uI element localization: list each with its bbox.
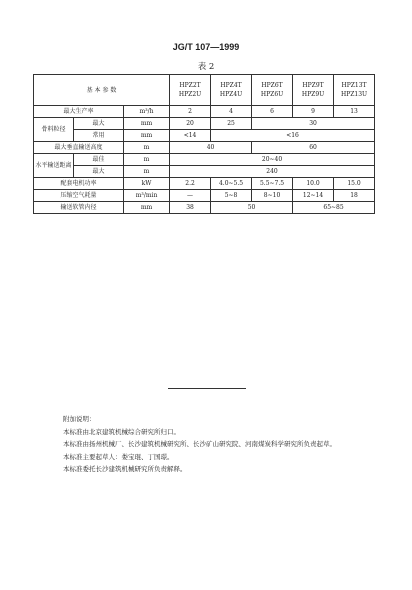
value-cell: 12~14 [293, 190, 334, 202]
table-row [34, 190, 375, 202]
unit-cell: mm [124, 202, 170, 214]
table-caption: 表 2 [197, 62, 215, 72]
parameter-table [33, 74, 375, 214]
table-row [34, 202, 375, 214]
row-label: 压缩空气耗量 [34, 190, 124, 202]
additional-notes [63, 413, 393, 476]
value-cell: 4 [211, 106, 252, 118]
value-cell: 20~40 [170, 154, 375, 166]
row-label: 输送软管内径 [34, 202, 124, 214]
table-row [34, 166, 375, 178]
notes-line: 本标准由北京建筑机械综合研究所归口。 [63, 427, 180, 436]
row-label: 配套电机功率 [34, 178, 124, 190]
section-divider [168, 388, 246, 389]
row-label: 最大生产率 [34, 106, 124, 118]
value-cell: <16 [211, 130, 375, 142]
value-cell: 4.0~5.5 [211, 178, 252, 190]
notes-line: 本标准由扬州机械厂、长沙建筑机械研究所、长沙矿山研究院、河南煤炭科学研究所负责起草。 [63, 440, 336, 448]
model-header: HPZ13T HPZ13U [334, 75, 375, 106]
unit-cell: m [124, 142, 170, 154]
notes-line: 本标准委托长沙建筑机械研究所负责解释。 [63, 465, 187, 473]
param-header: 基 本 参 数 [34, 75, 170, 106]
model-header: HPZ4T HPZ4U [211, 75, 252, 106]
unit-cell: mm [124, 130, 170, 142]
notes-title: 附加说明： [63, 415, 96, 423]
value-cell: — [170, 190, 211, 202]
model-header: HPZ2T HPZ2U [170, 75, 211, 106]
unit-cell: m [124, 166, 170, 178]
value-cell: 60 [252, 142, 375, 154]
row-group-label: 水平输送距离 [34, 154, 74, 178]
model-header: HPZ6T HPZ6U [252, 75, 293, 106]
unit-cell: mm [124, 118, 170, 130]
table-row [34, 118, 375, 130]
table-row [34, 142, 375, 154]
value-cell: 5.5~7.5 [252, 178, 293, 190]
value-cell: 6 [252, 106, 293, 118]
value-cell: 2 [170, 106, 211, 118]
value-cell: 30 [252, 118, 375, 130]
value-cell: 20 [170, 118, 211, 130]
row-group-label: 骨料粒径 [34, 118, 74, 142]
unit-cell: m [124, 154, 170, 166]
table-row [34, 130, 375, 142]
model-header: HPZ9T HPZ9U [293, 75, 334, 106]
standard-code-header: JG/T 107—1999 [172, 42, 240, 52]
table-row [34, 106, 375, 118]
value-cell: 38 [170, 202, 211, 214]
value-cell: 2.2 [170, 178, 211, 190]
table-row [34, 154, 375, 166]
value-cell: 13 [334, 106, 375, 118]
value-cell: 8~10 [252, 190, 293, 202]
unit-cell: m³/min [124, 190, 170, 202]
value-cell: 240 [170, 166, 375, 178]
value-cell: 65~85 [293, 202, 375, 214]
value-cell: 18 [334, 190, 375, 202]
value-cell: 5~8 [211, 190, 252, 202]
value-cell: 25 [211, 118, 252, 130]
table-row [34, 178, 375, 190]
value-cell: 50 [211, 202, 293, 214]
notes-line: 本标准主要起草人：娄宝琨、丁国璟。 [63, 452, 174, 461]
value-cell: 10.0 [293, 178, 334, 190]
row-sublabel: 最大 [74, 166, 124, 178]
value-cell: 40 [170, 142, 252, 154]
value-cell: 15.0 [334, 178, 375, 190]
unit-cell: m³/h [124, 106, 170, 118]
value-cell: <14 [170, 130, 211, 142]
value-cell: 9 [293, 106, 334, 118]
row-sublabel: 最大 [74, 118, 124, 130]
row-sublabel: 最佳 [74, 154, 124, 166]
row-label: 最大垂直输送高度 [34, 142, 124, 154]
table-header-row [34, 75, 375, 106]
row-sublabel: 常用 [74, 130, 124, 142]
unit-cell: kW [124, 178, 170, 190]
